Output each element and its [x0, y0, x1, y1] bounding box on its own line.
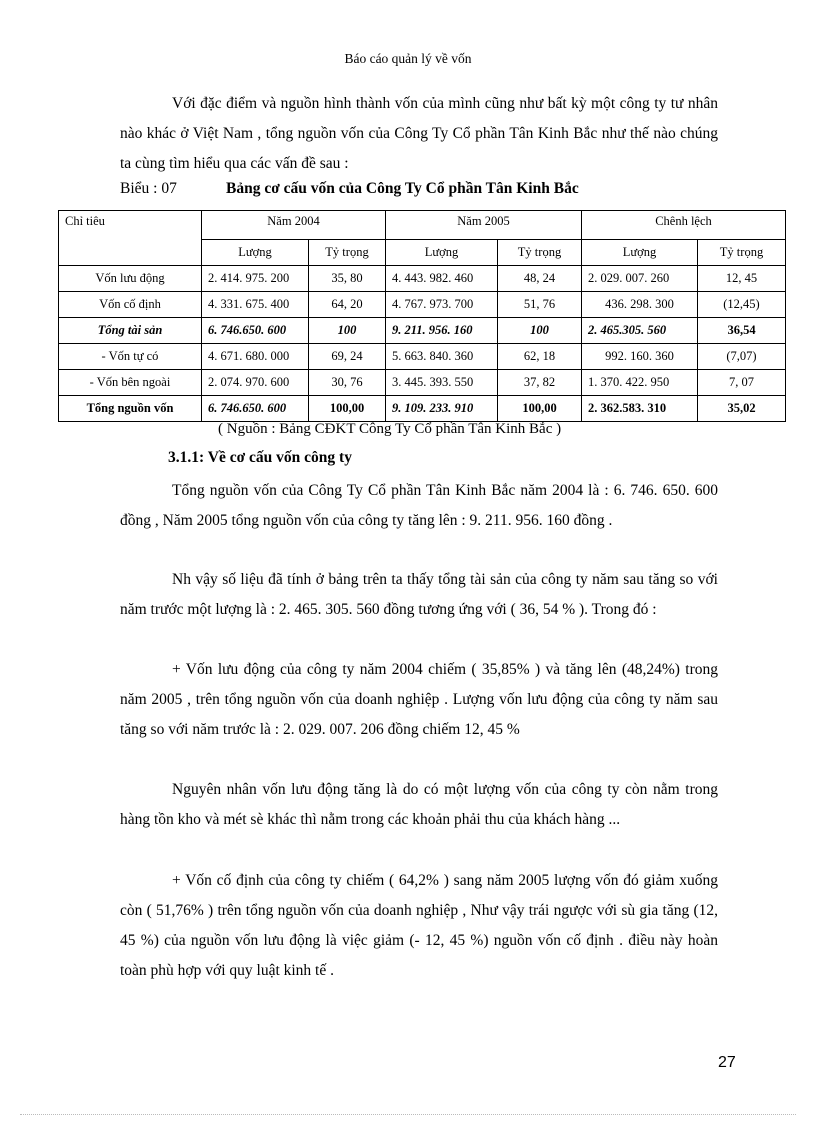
cell-value: 9. 211. 956. 160 [386, 318, 498, 344]
cell-value: 4. 767. 973. 700 [386, 292, 498, 318]
subheader-ratio: Tỷ trọng [698, 240, 786, 266]
header-year-2004: Năm 2004 [202, 211, 386, 240]
cell-value: 100,00 [498, 396, 582, 422]
cell-value: 992. 160. 360 [582, 344, 698, 370]
table-row-total-assets [59, 318, 786, 344]
cell-value: 4. 671. 680. 000 [202, 344, 309, 370]
row-label: - Vốn bên ngoài [59, 370, 202, 396]
cell-value: 1. 370. 422. 950 [582, 370, 698, 396]
table-caption-title: Bảng cơ cấu vốn của Công Ty Cổ phần Tân Kinh Bắc [226, 180, 579, 197]
cell-value: (7,07) [698, 344, 786, 370]
row-label: Vốn lưu động [59, 266, 202, 292]
paragraph-reason: Nguyên nhân vốn lưu động tăng là do có một lượng vốn của công ty còn nằm trong hàng tồn kho và mét sè khác thì nằm trong các khoản phải thu của khách hàng ... [120, 781, 718, 828]
paragraph-fixed-capital: + Vốn cố định của công ty chiếm ( 64,2% ) sang năm 2005 lượng vốn đó giảm xuống còn ( 51,76% ) trên tổng nguồn vốn của doanh nghiệp , Như vậy trái ngược với sù gia tăng (12, 45 %) của nguồn vốn lưu động là việc giảm (- 12, 45 %) nguồn vốn cố định . điều này hoàn toàn phù hợp với quy luật kinh tế . [120, 872, 718, 979]
cell-value: 2. 465.305. 560 [582, 318, 698, 344]
cell-value: 5. 663. 840. 360 [386, 344, 498, 370]
cell-value: 35, 80 [309, 266, 386, 292]
table-row-total-capital [59, 396, 786, 422]
cell-value: 51, 76 [498, 292, 582, 318]
cell-value: 4. 331. 675. 400 [202, 292, 309, 318]
header-difference: Chênh lệch [582, 211, 786, 240]
table-row [59, 292, 786, 318]
cell-value: (12,45) [698, 292, 786, 318]
cell-value: 3. 445. 393. 550 [386, 370, 498, 396]
table-caption [120, 177, 579, 201]
table-source: ( Nguồn : Bảng CĐKT Công Ty Cổ phần Tân Kinh Bắc ) [218, 421, 562, 437]
subheader-ratio: Tỷ trọng [309, 240, 386, 266]
table-header-row [59, 211, 786, 240]
cell-value: 12, 45 [698, 266, 786, 292]
cell-value: 35,02 [698, 396, 786, 422]
cell-value: 6. 746.650. 600 [202, 318, 309, 344]
section-title: 3.1.1: Về cơ cấu vốn công ty [168, 449, 352, 466]
row-label: Vốn cố định [59, 292, 202, 318]
cell-value: 62, 18 [498, 344, 582, 370]
cell-value: 69, 24 [309, 344, 386, 370]
cell-value: 100,00 [309, 396, 386, 422]
table-row [59, 370, 786, 396]
row-label: Tổng nguồn vốn [59, 396, 202, 422]
cell-value: 2. 029. 007. 260 [582, 266, 698, 292]
table-row [59, 266, 786, 292]
cell-value: 9. 109. 233. 910 [386, 396, 498, 422]
subheader-ratio: Tỷ trọng [498, 240, 582, 266]
cell-value: 64, 20 [309, 292, 386, 318]
cell-value: 2. 362.583. 310 [582, 396, 698, 422]
cell-value: 100 [498, 318, 582, 344]
capital-structure-table [58, 210, 786, 422]
cell-value: 7, 07 [698, 370, 786, 396]
header-indicator: Chỉ tiêu [59, 211, 202, 266]
table-caption-label: Biểu : 07 [120, 180, 177, 197]
page-header: Báo cáo quản lý về vốn [344, 51, 472, 66]
row-label: - Vốn tự có [59, 344, 202, 370]
subheader-amount: Lượng [386, 240, 498, 266]
cell-value: 2. 074. 970. 600 [202, 370, 309, 396]
cell-value: 30, 76 [309, 370, 386, 396]
row-label: Tổng tài sản [59, 318, 202, 344]
paragraph-total-capital: Tổng nguồn vốn của Công Ty Cổ phần Tân Kinh Bắc năm 2004 là : 6. 746. 650. 600 đồng , Năm 2005 tổng nguồn vốn của công ty tăng lên : 9. 211. 956. 160 đồng . [120, 482, 718, 529]
subheader-amount: Lượng [582, 240, 698, 266]
cell-value: 436. 298. 300 [582, 292, 698, 318]
footer-divider [20, 1114, 796, 1115]
page-number: 27 [718, 1054, 736, 1071]
cell-value: 37, 82 [498, 370, 582, 396]
paragraph-comparison: Nh vậy số liệu đã tính ở bảng trên ta thấy tổng tài sản của công ty năm sau tăng so với năm trước một lượng là : 2. 465. 305. 560 đồng tương ứng với ( 36, 54 % ). Trong đó : [120, 571, 718, 618]
cell-value: 6. 746.650. 600 [202, 396, 309, 422]
paragraph-working-capital: + Vốn lưu động của công ty năm 2004 chiếm ( 35,85% ) và tăng lên (48,24%) trong năm 2005 , trên tổng nguồn vốn của doanh nghiệp . Lượng vốn lưu động của công ty năm sau tăng so với năm trước là : 2. 029. 007. 206 đồng chiếm 12, 45 % [120, 661, 718, 738]
header-year-2005: Năm 2005 [386, 211, 582, 240]
cell-value: 36,54 [698, 318, 786, 344]
cell-value: 48, 24 [498, 266, 582, 292]
cell-value: 2. 414. 975. 200 [202, 266, 309, 292]
subheader-amount: Lượng [202, 240, 309, 266]
cell-value: 100 [309, 318, 386, 344]
table-row [59, 344, 786, 370]
cell-value: 4. 443. 982. 460 [386, 266, 498, 292]
intro-paragraph: Với đặc điểm và nguồn hình thành vốn của mình cũng như bất kỳ một công ty tư nhân nào khác ở Việt Nam , tổng nguồn vốn của Công Ty Cổ phần Tân Kinh Bắc như thế nào chúng ta cùng tìm hiểu qua các vấn đề sau : [120, 95, 718, 172]
